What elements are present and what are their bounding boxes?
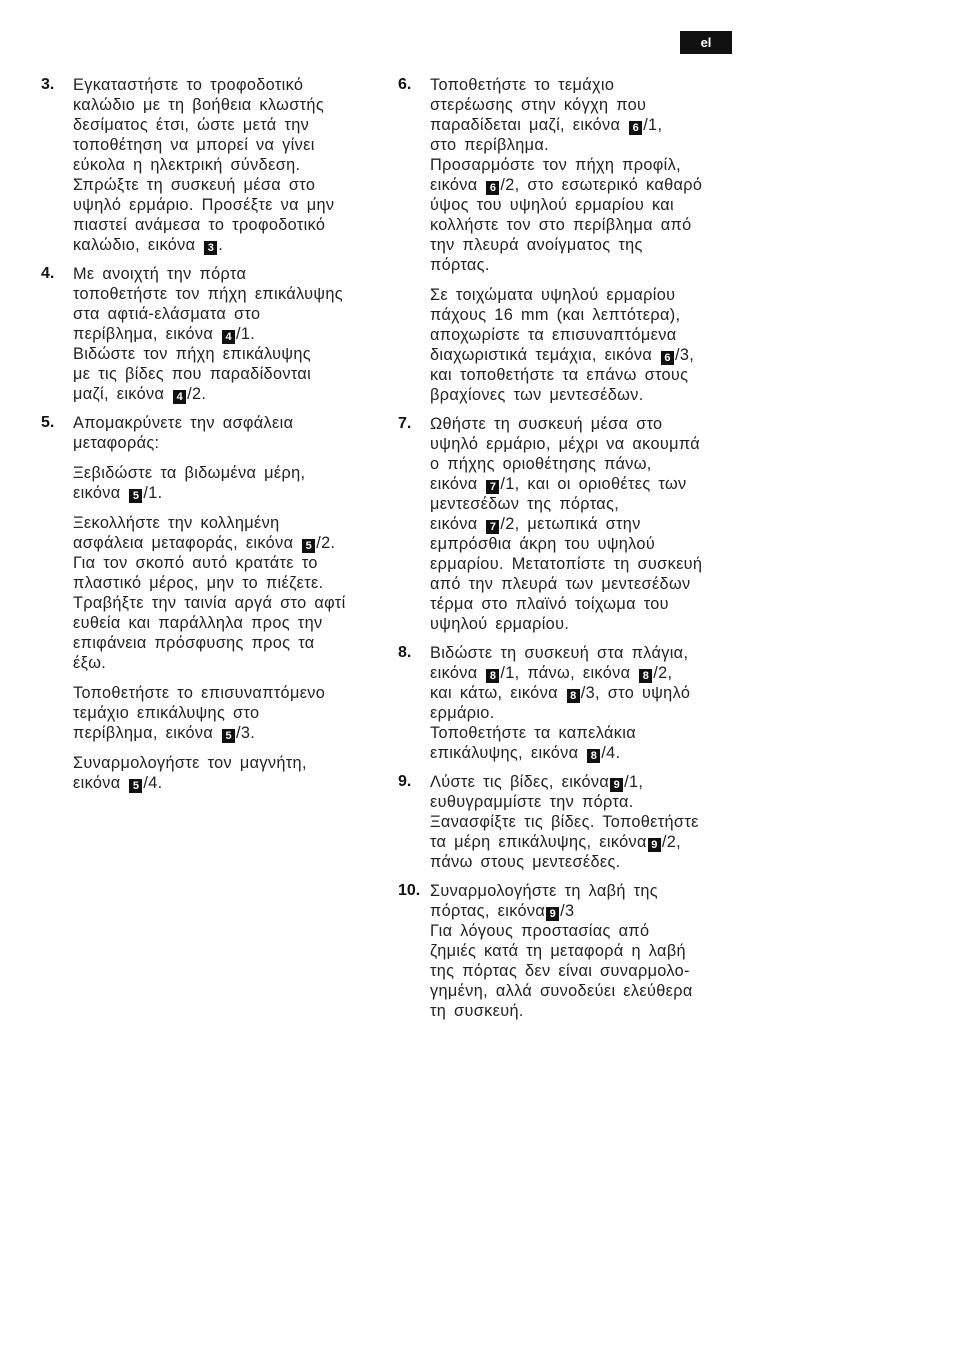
step-paragraph: Λύστε τις βίδες, εικόνα 9 /1, ευθυγραμμίστε την πόρτα. Ξανασφίξτε τις βίδες. Τοποθετήστε τα μέρη επικάλυψης, εικόνα 9 /2, πάνω στους μεντεσέδες. xyxy=(430,773,699,871)
step-number: 10. xyxy=(398,882,421,899)
step-paragraph: Βιδώστε τη συσκευή στα πλάγια, εικόνα 8 /1, πάνω, εικόνα 8 /2, και κάτω, εικόνα 8 /3, στο υψηλό ερμάριο. Τοποθετήστε τα καπελάκια επικάλυψης, εικόνα 8 /4. xyxy=(430,644,691,762)
step-number: 6. xyxy=(398,76,412,93)
step-paragraph: Ξεβιδώστε τα βιδωμένα μέρη, εικόνα 5 /1. xyxy=(73,464,306,502)
figure-number-badge: 6 xyxy=(661,351,674,365)
instruction-step xyxy=(398,643,738,763)
step-number: 4. xyxy=(41,265,55,282)
instruction-step xyxy=(398,75,738,405)
step-number: 8. xyxy=(398,644,412,661)
step-paragraph: Εγκαταστήστε το τροφοδοτικό καλώδιο με τη βοήθεια κλωστής δεσίματος έτσι, ώστε μετά την τοποθέτηση να μπορεί να γίνει εύκολα η ηλεκτρική σύνδεση. Σπρώξτε τη συσκευή μέσα στο υψηλό ερμάριο. Προσέξτε να μην πιαστεί ανάμεσα το τροφοδοτικό καλώδιο, εικόνα 3 . xyxy=(73,76,335,254)
step-paragraph: Ξεκολλήστε την κολλημένη ασφάλεια μεταφοράς, εικόνα 5 /2. Για τον σκοπό αυτό κρατάτε το πλαστικό μέρος, μην το πιέζετε. Τραβήξτε την ταινία αργά στο αφτί ευθεία και παράλληλα προς την επιφάνεια πρόσφυσης προς τα έξω. xyxy=(73,514,346,672)
figure-number-badge: 3 xyxy=(204,241,217,255)
step-paragraph: Με ανοιχτή την πόρτα τοποθετήστε τον πήχη επικάλυψης στα αφτιά-ελάσματα στο περίβλημα, εικόνα 4 /1. Βιδώστε τον πήχη επικάλυψης με τις βίδες που παραδίδονται μαζί, εικόνα 4 /2. xyxy=(73,265,343,403)
step-paragraph: Απομακρύνετε την ασφάλεια μεταφοράς: xyxy=(73,414,294,452)
step-number: 9. xyxy=(398,773,412,790)
step-paragraph: Συναρμολογήστε τη λαβή της πόρτας, εικόνα 9 /3 Για λόγους προστασίας από ζημιές κατά τη μεταφορά η λαβή της πόρτας δεν είναι συναρμολο- γημένη, αλλά συνοδεύει ελεύθερα τη συσκευή. xyxy=(430,882,693,1020)
figure-number-badge: 9 xyxy=(610,778,623,792)
figure-number-badge: 8 xyxy=(587,749,600,763)
figure-number-badge: 7 xyxy=(486,520,499,534)
figure-number-badge: 5 xyxy=(129,779,142,793)
figure-number-badge: 6 xyxy=(629,121,642,135)
figure-number-badge: 8 xyxy=(486,669,499,683)
right-column xyxy=(398,75,738,1030)
left-column xyxy=(41,75,381,802)
language-badge: el xyxy=(680,31,732,54)
step-number: 7. xyxy=(398,415,412,432)
step-number: 5. xyxy=(41,414,55,431)
figure-number-badge: 6 xyxy=(486,181,499,195)
figure-number-badge: 9 xyxy=(546,907,559,921)
step-paragraph: Τοποθετήστε το τεμάχιο στερέωσης στην κόγχη που παραδίδεται μαζί, εικόνα 6 /1, στο περίβλημα. Προσαρμόστε τον πήχη προφίλ, εικόνα 6 /2, στο εσωτερικό καθαρό ύψος του υψηλού ερμαρίου και κολλήστε τον στο περίβλημα από την πλευρά ανοίγματος της πόρτας. xyxy=(430,76,703,274)
step-paragraph: Τοποθετήστε το επισυναπτόμενο τεμάχιο επικάλυψης στο περίβλημα, εικόνα 5 /3. xyxy=(73,684,326,742)
figure-number-badge: 4 xyxy=(222,330,235,344)
figure-number-badge: 5 xyxy=(302,539,315,553)
figure-number-badge: 5 xyxy=(222,729,235,743)
step-paragraph: Σε τοιχώματα υψηλού ερμαρίου πάχους 16 mm (και λεπτότερα), αποχωρίστε τα επισυναπτόμενα διαχωριστικά τεμάχια, εικόνα 6 /3, και τοποθετήστε τα επάνω στους βραχίονες των μεντεσέδων. xyxy=(430,286,695,404)
figure-number-badge: 8 xyxy=(567,689,580,703)
step-number: 3. xyxy=(41,76,55,93)
instruction-step xyxy=(41,75,381,255)
step-paragraph: Ωθήστε τη συσκευή μέσα στο υψηλό ερμάριο, μέχρι να ακουμπά ο πήχης οριοθέτησης πάνω, εικόνα 7 /1, και οι οριοθέτες των μεντεσέδων της πόρτας, εικόνα 7 /2, μετωπικά στην εμπρόσθια άκρη του υψηλού ερμαρίου. Μετατοπίστε τη συσκευή από την πλευρά των μεντεσέδων τέρμα στο πλαϊνό τοίχωμα του υψηλού ερμαρίου. xyxy=(430,415,703,633)
step-paragraph: Συναρμολογήστε τον μαγνήτη, εικόνα 5 /4. xyxy=(73,754,307,792)
instruction-step xyxy=(398,881,738,1021)
figure-number-badge: 5 xyxy=(129,489,142,503)
instruction-step xyxy=(41,413,381,793)
figure-number-badge: 9 xyxy=(648,838,661,852)
figure-number-badge: 8 xyxy=(639,669,652,683)
figure-number-badge: 7 xyxy=(486,480,499,494)
instruction-step xyxy=(398,414,738,634)
instruction-step xyxy=(41,264,381,404)
instruction-step xyxy=(398,772,738,872)
figure-number-badge: 4 xyxy=(173,390,186,404)
